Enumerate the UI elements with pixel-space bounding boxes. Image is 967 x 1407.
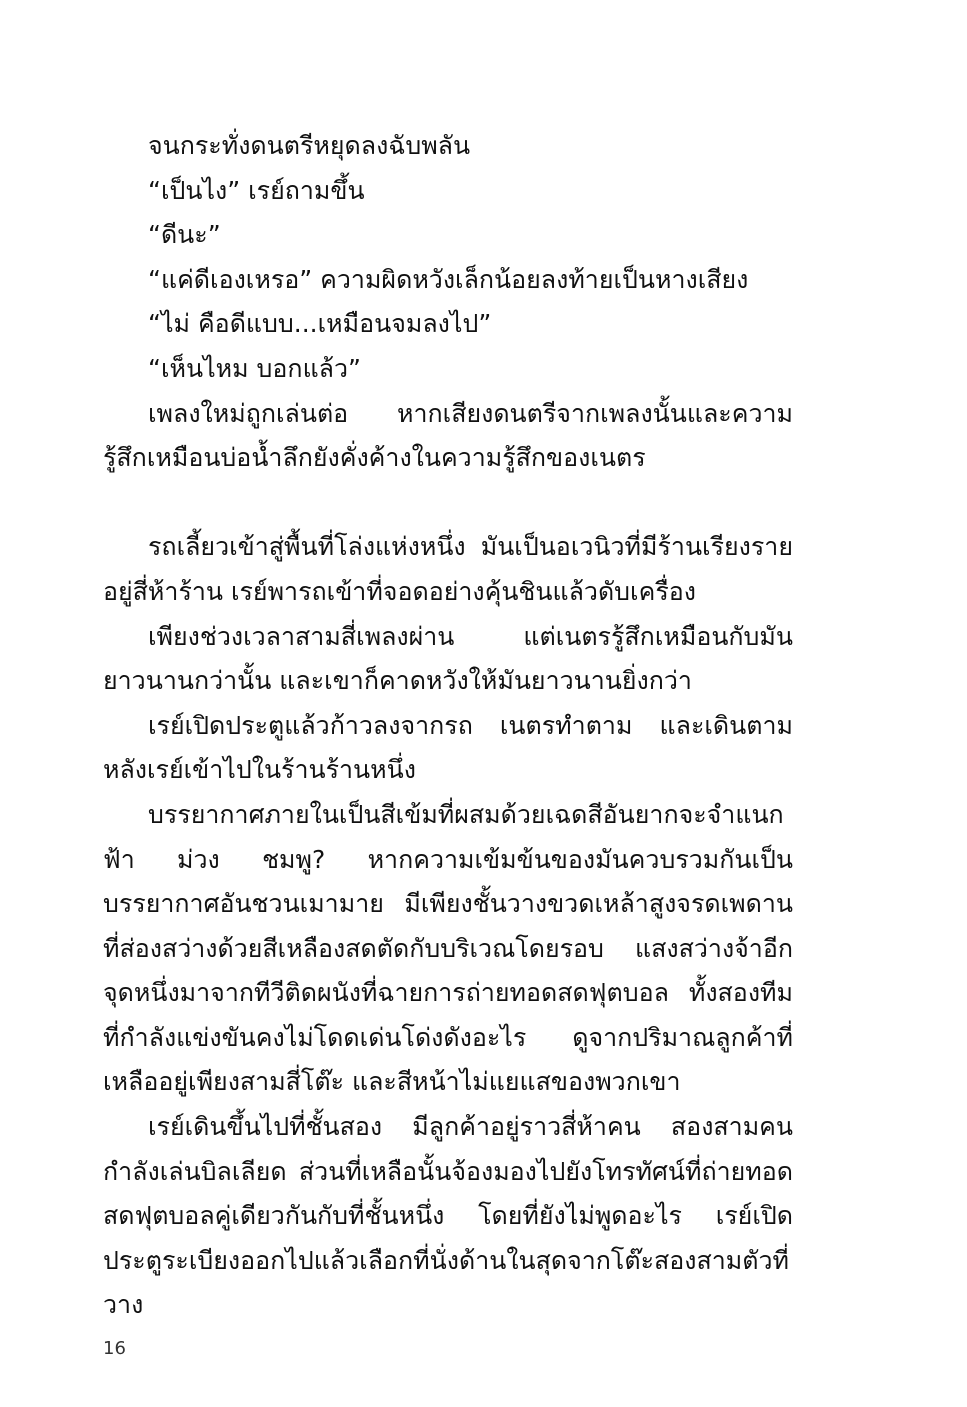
paragraph: บรรยากาศภายในเป็นสีเข้มที่ผสมด้วยเฉดสีอันยากจะจำแนก ฟ้า ม่วง ชมพู? หากความเข้มข้นของมันควบรวมกันเป็นบรรยากาศอันชวนเมามาย มีเพียงชั้นวางขวดเหล้าสูงจรดเพดานที่ส่องสว่างด้วยสีเหลืองสดตัดกับบริเวณโดยรอบ แสงสว่างจ้าอีกจุดหนึ่งมาจากทีวีติดผนังที่ฉายการถ่ายทอดสดฟุตบอล ทั้งสองทีมที่กำลังแข่งขันคงไม่โดดเด่นโด่งดังอะไร ดูจากปริมาณลูกค้าที่เหลืออยู่เพียงสามสี่โต๊ะ และสีหน้าไม่แยแสของพวกเขา: [103, 799, 793, 1097]
section-break: [103, 481, 793, 526]
paragraph: เรย์เปิดประตูแล้วก้าวลงจากรถ เนตรทำตาม และเดินตามหลังเรย์เข้าไปในร้านร้านหนึ่ง: [103, 710, 793, 785]
paragraph: เพียงช่วงเวลาสามสี่เพลงผ่าน แต่เนตรรู้สึกเหมือนกับมันยาวนานกว่านั้น และเขาก็คาดหวังให้มันยาวนานยิ่งกว่า: [103, 621, 793, 696]
dialogue-line: “ไม่ คือดีแบบ...เหมือนจมลงไป”: [148, 309, 492, 339]
dialogue-line: “เป็นไง” เรย์ถามขึ้น: [148, 175, 365, 205]
page-number: 16: [103, 1338, 126, 1359]
paragraph: เพลงใหม่ถูกเล่นต่อ หากเสียงดนตรีจากเพลงนั้นและความรู้สึกเหมือนบ่อน้ำลึกยังคั่งค้างในความรู้สึกของเนตร: [103, 398, 793, 473]
paragraph: จนกระทั่งดนตรีหยุดลงฉับพลัน: [148, 131, 471, 160]
paragraph: รถเลี้ยวเข้าสู่พื้นที่โล่งแห่งหนึ่ง มันเป็นอเวนิวที่มีร้านเรียงรายอยู่สี่ห้าร้าน เรย์พารถเข้าที่จอดอย่างคุ้นชินแล้วดับเครื่อง: [103, 532, 793, 606]
paragraph: เรย์เดินขึ้นไปที่ชั้นสอง มีลูกค้าอยู่ราวสี่ห้าคน สองสามคนกำลังเล่นบิลเลียด ส่วนที่เหลือนั้นจ้องมองไปยังโทรทัศน์ที่ถ่ายทอดสดฟุตบอลคู่เดียวกันกับที่ชั้นหนึ่ง โดยที่ยังไม่พูดอะไร เรย์เปิดประตูระเบียงออกไปแล้วเลือกที่นั่งด้านในสุดจากโต๊ะสองสามตัวที่วาง: [103, 1112, 793, 1320]
dialogue-line: “แค่ดีเองเหรอ” ความผิดหวังเล็กน้อยลงท้ายเป็นหางเสียง: [148, 264, 749, 294]
dialogue-line: “เห็นไหม บอกแล้ว”: [148, 353, 361, 383]
dialogue-line: “ดีนะ”: [148, 220, 221, 250]
body-text: [103, 124, 793, 1328]
